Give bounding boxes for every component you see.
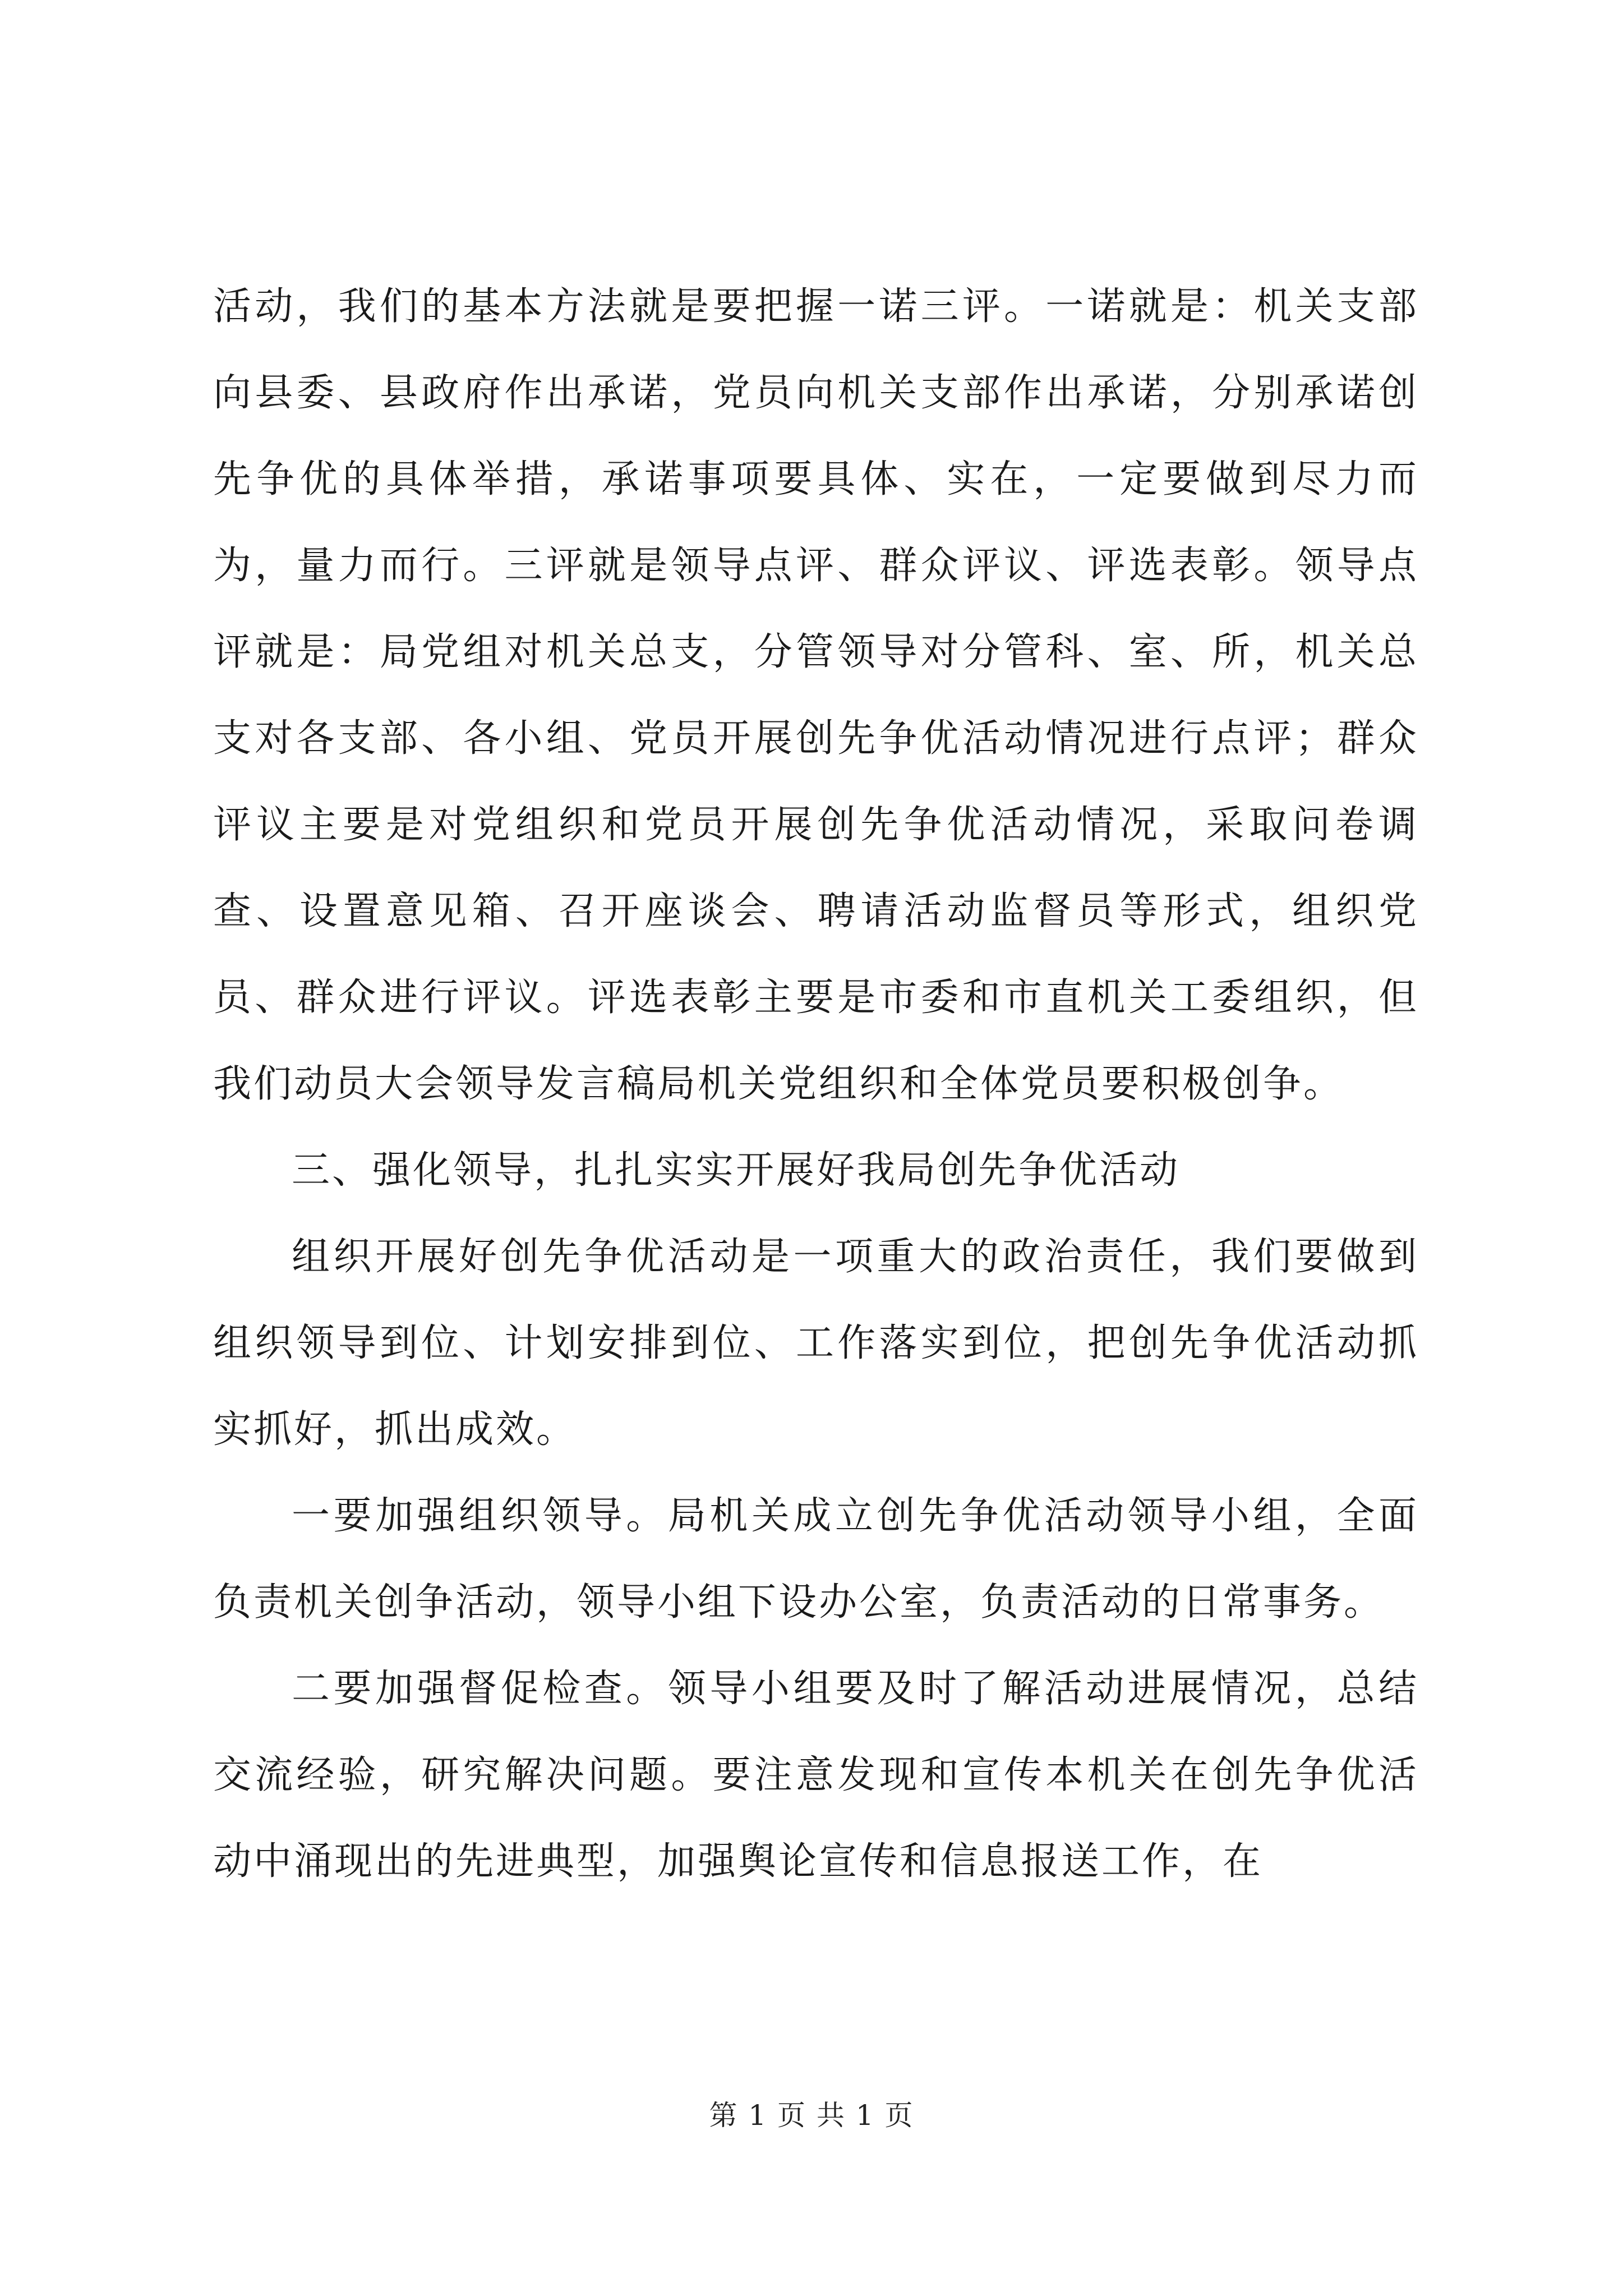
body-paragraph: 一要加强组织领导。局机关成立创先争优活动领导小组，全面负责机关创争活动，领导小组下设办公室，负责活动的日常事务。 [213, 1494, 1419, 1625]
body-paragraph: 活动，我们的基本方法就是要把握一诺三评。一诺就是：机关支部向县委、县政府作出承诺，党员向机关支部作出承诺，分别承诺创先争优的具体举措，承诺事项要具体、实在，一定要做到尽力而为，量力而行。三评就是领导点评、群众评议、评选表彰。领导点评就是：局党组对机关总支，分管领导对分管科、室、所，机关总支对各支部、各小组、党员开展创先争优活动情况进行点评；群众评议主要是对党组织和党员开展创先争优活动情况，采取问卷调查、设置意见箱、召开座谈会、聘请活动监督员等形式，组织党员、群众进行评议。评选表彰主要是市委和市直机关工委组织，但我们动员大会领导发言稿局机关党组织和全体党员要积极创争。 [213, 284, 1419, 1106]
body-paragraph: 组织开展好创先争优活动是一项重大的政治责任，我们要做到组织领导到位、计划安排到位、工作落实到位，把创先争优活动抓实抓好，抓出成效。 [213, 1235, 1419, 1452]
page-footer: 第 1 页 共 1 页 [709, 2099, 914, 2132]
body-paragraph: 二要加强督促检查。领导小组要及时了解活动进展情况，总结交流经验，研究解决问题。要注意发现和宣传本机关在创先争优活动中涌现出的先进典型，加强舆论宣传和信息报送工作，在 [213, 1667, 1419, 1884]
document-body [213, 264, 1419, 1905]
section-heading: 三、强化领导，扎扎实实开展好我局创先争优活动 [292, 1148, 1181, 1193]
